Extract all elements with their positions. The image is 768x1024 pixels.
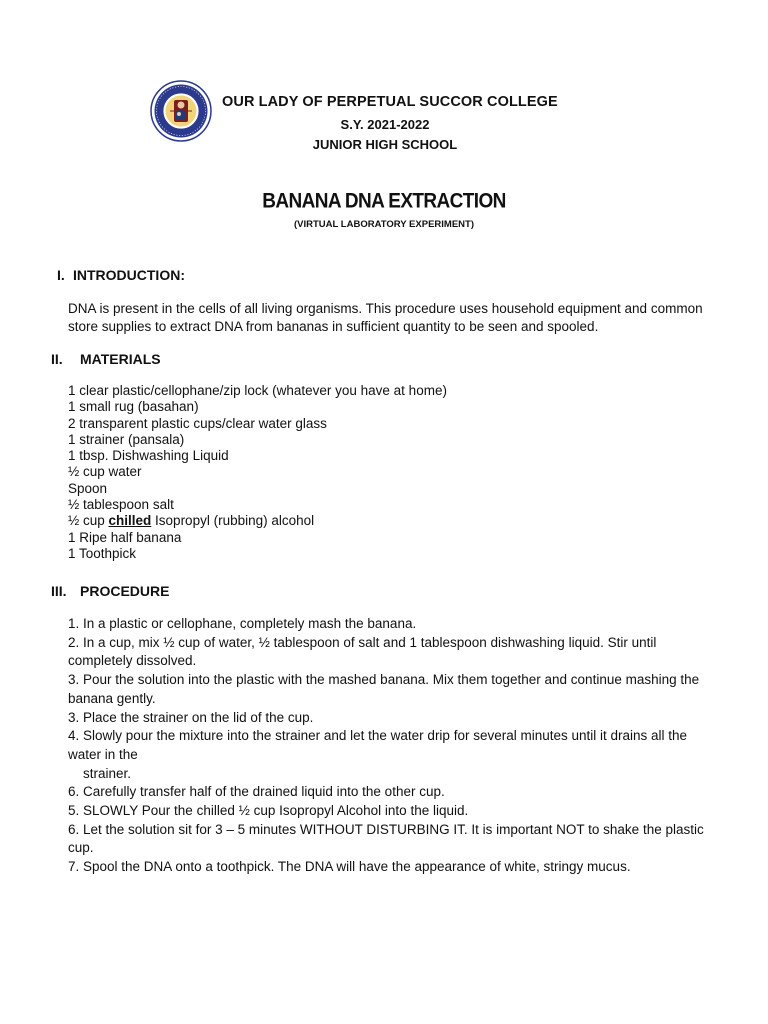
list-item: 1 tbsp. Dishwashing Liquid [68, 448, 229, 464]
list-item: ½ cup water [68, 464, 142, 480]
materials-heading [51, 351, 161, 367]
procedure-step: 6. Let the solution sit for 3 – 5 minutes WITHOUT DISTURBING IT. It is important NOT to shake the plastic cup. [68, 821, 704, 856]
document-title: BANANA DNA EXTRACTION [262, 189, 506, 214]
list-item: ½ tablespoon salt [68, 497, 174, 513]
alcohol-suffix: Isopropyl (rubbing) alcohol [151, 513, 315, 529]
school-name: OUR LADY OF PERPETUAL SUCCOR COLLEGE [222, 94, 558, 110]
procedure-step: 7. Spool the DNA onto a toothpick. The DNA will have the appearance of white, stringy mucus. [68, 859, 631, 875]
procedure-step: 2. In a cup, mix ½ cup of water, ½ tablespoon of salt and 1 tablespoon dishwashing liquid. Stir until completely dissolved. [68, 634, 657, 669]
section-title: MATERIALS [80, 351, 161, 367]
list-item: 1 small rug (basahan) [68, 399, 199, 415]
list-item: 1 Ripe half banana [68, 529, 182, 545]
list-item: 2 transparent plastic cups/clear water glass [68, 415, 327, 431]
procedure-heading [51, 583, 169, 599]
procedure-step: 3. Place the strainer on the lid of the cup. [68, 709, 314, 725]
college-seal-icon [150, 80, 212, 142]
procedure-step: 4. Slowly pour the mixture into the strainer and let the water drip for several minutes until it drains all the water in the [68, 728, 688, 762]
section-title: INTRODUCTION: [73, 267, 185, 283]
section-number: I. [57, 267, 65, 283]
school-level: JUNIOR HIGH SCHOOL [312, 137, 458, 152]
list-item: 1 strainer (pansala) [68, 431, 185, 447]
section-number: III. [51, 583, 67, 599]
section-title: PROCEDURE [80, 583, 170, 599]
list-item: Spoon [68, 480, 108, 496]
list-item: 1 Toothpick [68, 545, 137, 561]
list-item [68, 513, 447, 529]
school-year: S.Y. 2021-2022 [340, 117, 430, 132]
procedure-step: 1. In a plastic or cellophane, completely mash the banana. [68, 616, 417, 631]
procedure-step: 5. SLOWLY Pour the chilled ½ cup Isopropyl Alcohol into the liquid. [68, 803, 469, 819]
section-number: II. [51, 351, 63, 367]
list-item: 1 clear plastic/cellophane/zip lock (whatever you have at home) [68, 383, 447, 398]
procedure-list [68, 615, 708, 877]
introduction-heading [57, 267, 185, 283]
document-subtitle: (VIRTUAL LABORATORY EXPERIMENT) [294, 219, 474, 230]
procedure-step: 3. Pour the solution into the plastic with the mashed banana. Mix them together and continue mashing the banana gently. [68, 672, 700, 706]
chilled-emphasis: chilled [108, 513, 152, 529]
procedure-step: 6. Carefully transfer half of the drained liquid into the other cup. [68, 784, 445, 800]
introduction-text: DNA is present in the cells of all living organisms. This procedure uses household equipment and common store supplies to extract DNA from bananas in sufficient quantity to be seen and spooled. [68, 301, 703, 334]
materials-list [68, 383, 447, 562]
alcohol-prefix: ½ cup [68, 513, 109, 529]
procedure-step-continuation: strainer. [83, 765, 132, 781]
